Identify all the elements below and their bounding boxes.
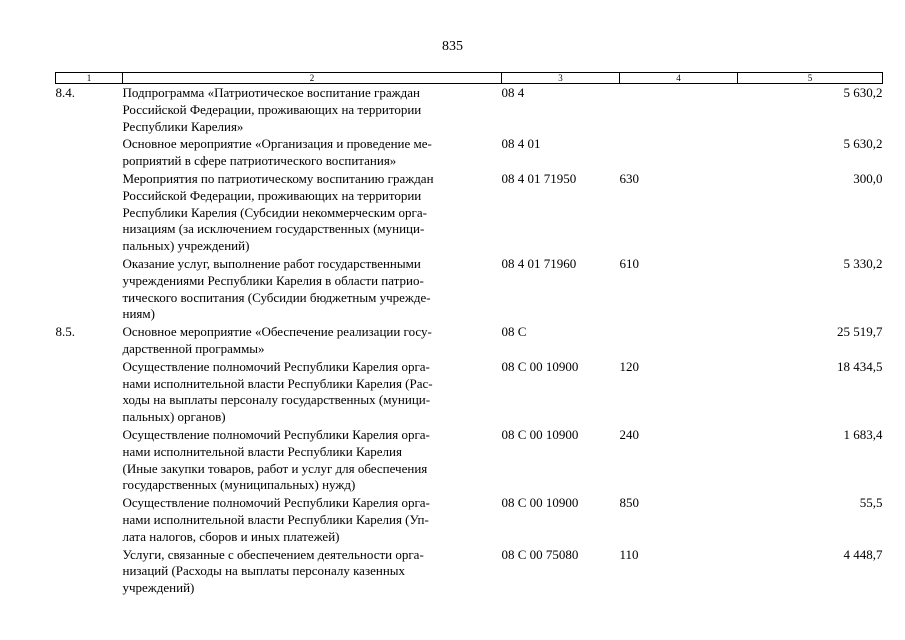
item-name [123, 84, 502, 136]
item-name-line: Республики Карелия (Субсидии некоммерческим орга- [122, 204, 427, 220]
table-row [56, 494, 883, 545]
column-header-5: 5 [738, 73, 883, 84]
expense-type-code [620, 135, 738, 170]
column-header-3: 3 [502, 73, 620, 84]
item-name-line: Российской Федерации, проживающих на территории [122, 101, 422, 117]
expense-type-code: 850 [619, 495, 639, 511]
amount: 25 519,7 [837, 324, 883, 340]
expense-type-code: 610 [619, 255, 639, 271]
table-row [56, 426, 883, 494]
table-row [56, 255, 883, 323]
classification-code: 08 С 00 10900 [501, 426, 579, 442]
item-name-line: Услуги, связанные с обеспечением деятельности орга- [122, 546, 424, 562]
table-row [56, 170, 883, 255]
classification-code: 08 4 [501, 85, 525, 100]
table-row [56, 323, 883, 358]
expense-type-code [620, 84, 738, 136]
item-name [123, 494, 502, 545]
item-name-line: Российской Федерации, проживающих на территории [122, 187, 422, 203]
item-name [123, 135, 502, 170]
classification-code: 08 4 01 71950 [501, 170, 577, 186]
amount: 18 434,5 [837, 358, 883, 374]
classification-code: 08 С 00 10900 [501, 495, 579, 511]
item-name-line: государственных (муниципальных) нужд) [122, 477, 356, 493]
item-name-line: (Иные закупки товаров, работ и услуг для обеспечения [122, 460, 428, 476]
column-header-4: 4 [620, 73, 738, 84]
amount: 1 683,4 [843, 426, 883, 442]
item-name-line: Осуществление полномочий Республики Карелия орга- [122, 358, 430, 374]
amount: 5 330,2 [843, 255, 883, 271]
item-name-line: Основное мероприятие «Организация и проведение ме- [122, 136, 432, 152]
item-name-line: Республики Карелия» [122, 118, 244, 134]
item-number [56, 255, 123, 323]
item-name-line: Осуществление полномочий Республики Карелия орга- [122, 426, 430, 442]
item-name-line: нами исполнительной власти Республики Карелия [122, 443, 402, 459]
page-number: 835 [442, 39, 463, 54]
item-name [123, 255, 502, 323]
amount: 5 630,2 [843, 136, 883, 152]
item-name-line: тического воспитания (Субсидии бюджетным учрежде- [122, 289, 431, 305]
item-number: 8.5. [55, 324, 75, 340]
column-number-row [56, 73, 883, 84]
amount: 5 630,2 [843, 85, 883, 100]
table-row [56, 84, 883, 136]
item-name [123, 546, 502, 597]
column-header-2: 2 [123, 73, 502, 84]
item-name [123, 358, 502, 426]
amount: 4 448,7 [843, 546, 883, 562]
item-name-line: пальных) учреждений) [122, 238, 250, 254]
item-name-line: учреждениями Республики Карелия в области патрио- [122, 272, 424, 288]
item-name-line: дарственной программы» [122, 340, 265, 356]
classification-code: 08 С 00 75080 [501, 546, 579, 562]
expense-type-code: 120 [619, 358, 639, 374]
table-body [56, 84, 883, 597]
item-name [123, 170, 502, 255]
item-name-line: Мероприятия по патриотическому воспитанию граждан [122, 170, 434, 186]
item-name-line: Оказание услуг, выполнение работ государственными [122, 255, 421, 271]
item-name-line: ниям) [122, 306, 155, 322]
expense-type-code: 110 [619, 546, 639, 562]
item-number [56, 135, 123, 170]
expense-type-code [620, 323, 738, 358]
amount: 300,0 [853, 170, 883, 186]
item-name [123, 426, 502, 494]
item-number [56, 170, 123, 255]
item-number: 8.4. [55, 85, 75, 100]
table-row [56, 546, 883, 597]
item-name-line: нами исполнительной власти Республики Карелия (Уп- [122, 511, 429, 527]
item-name-line: пальных) органов) [122, 409, 226, 425]
expense-type-code: 630 [619, 170, 639, 186]
expense-type-code: 240 [619, 426, 639, 442]
item-name-line: ходы на выплаты персоналу государственных (муници- [122, 392, 431, 408]
classification-code: 08 С 00 10900 [501, 358, 579, 374]
item-number [56, 494, 123, 545]
classification-code: 08 4 01 71960 [501, 255, 577, 271]
amount: 55,5 [859, 495, 883, 511]
item-name-line: Основное мероприятие «Обеспечение реализации госу- [122, 324, 432, 340]
classification-code: 08 С [501, 324, 527, 340]
table-row [56, 358, 883, 426]
item-name-line: лата налогов, сборов и иных платежей) [122, 528, 340, 544]
item-number [56, 358, 123, 426]
item-name [123, 323, 502, 358]
item-name-line: Осуществление полномочий Республики Карелия орга- [122, 495, 430, 511]
item-number [56, 546, 123, 597]
item-name-line: учреждений) [122, 580, 195, 596]
item-name-line: нами исполнительной власти Республики Карелия (Рас- [122, 375, 433, 391]
item-name-line: низаций (Расходы на выплаты персоналу казенных [122, 563, 406, 579]
item-name-line: роприятий в сфере патриотического воспитания» [122, 153, 397, 169]
item-name-line: низациям (за исключением государственных (муници- [122, 221, 425, 237]
classification-code: 08 4 01 [501, 136, 541, 152]
budget-table [55, 72, 883, 597]
item-name-line: Подпрограмма «Патриотическое воспитание граждан [122, 85, 420, 100]
item-number [56, 426, 123, 494]
table-row [56, 135, 883, 170]
column-header-1: 1 [56, 73, 123, 84]
